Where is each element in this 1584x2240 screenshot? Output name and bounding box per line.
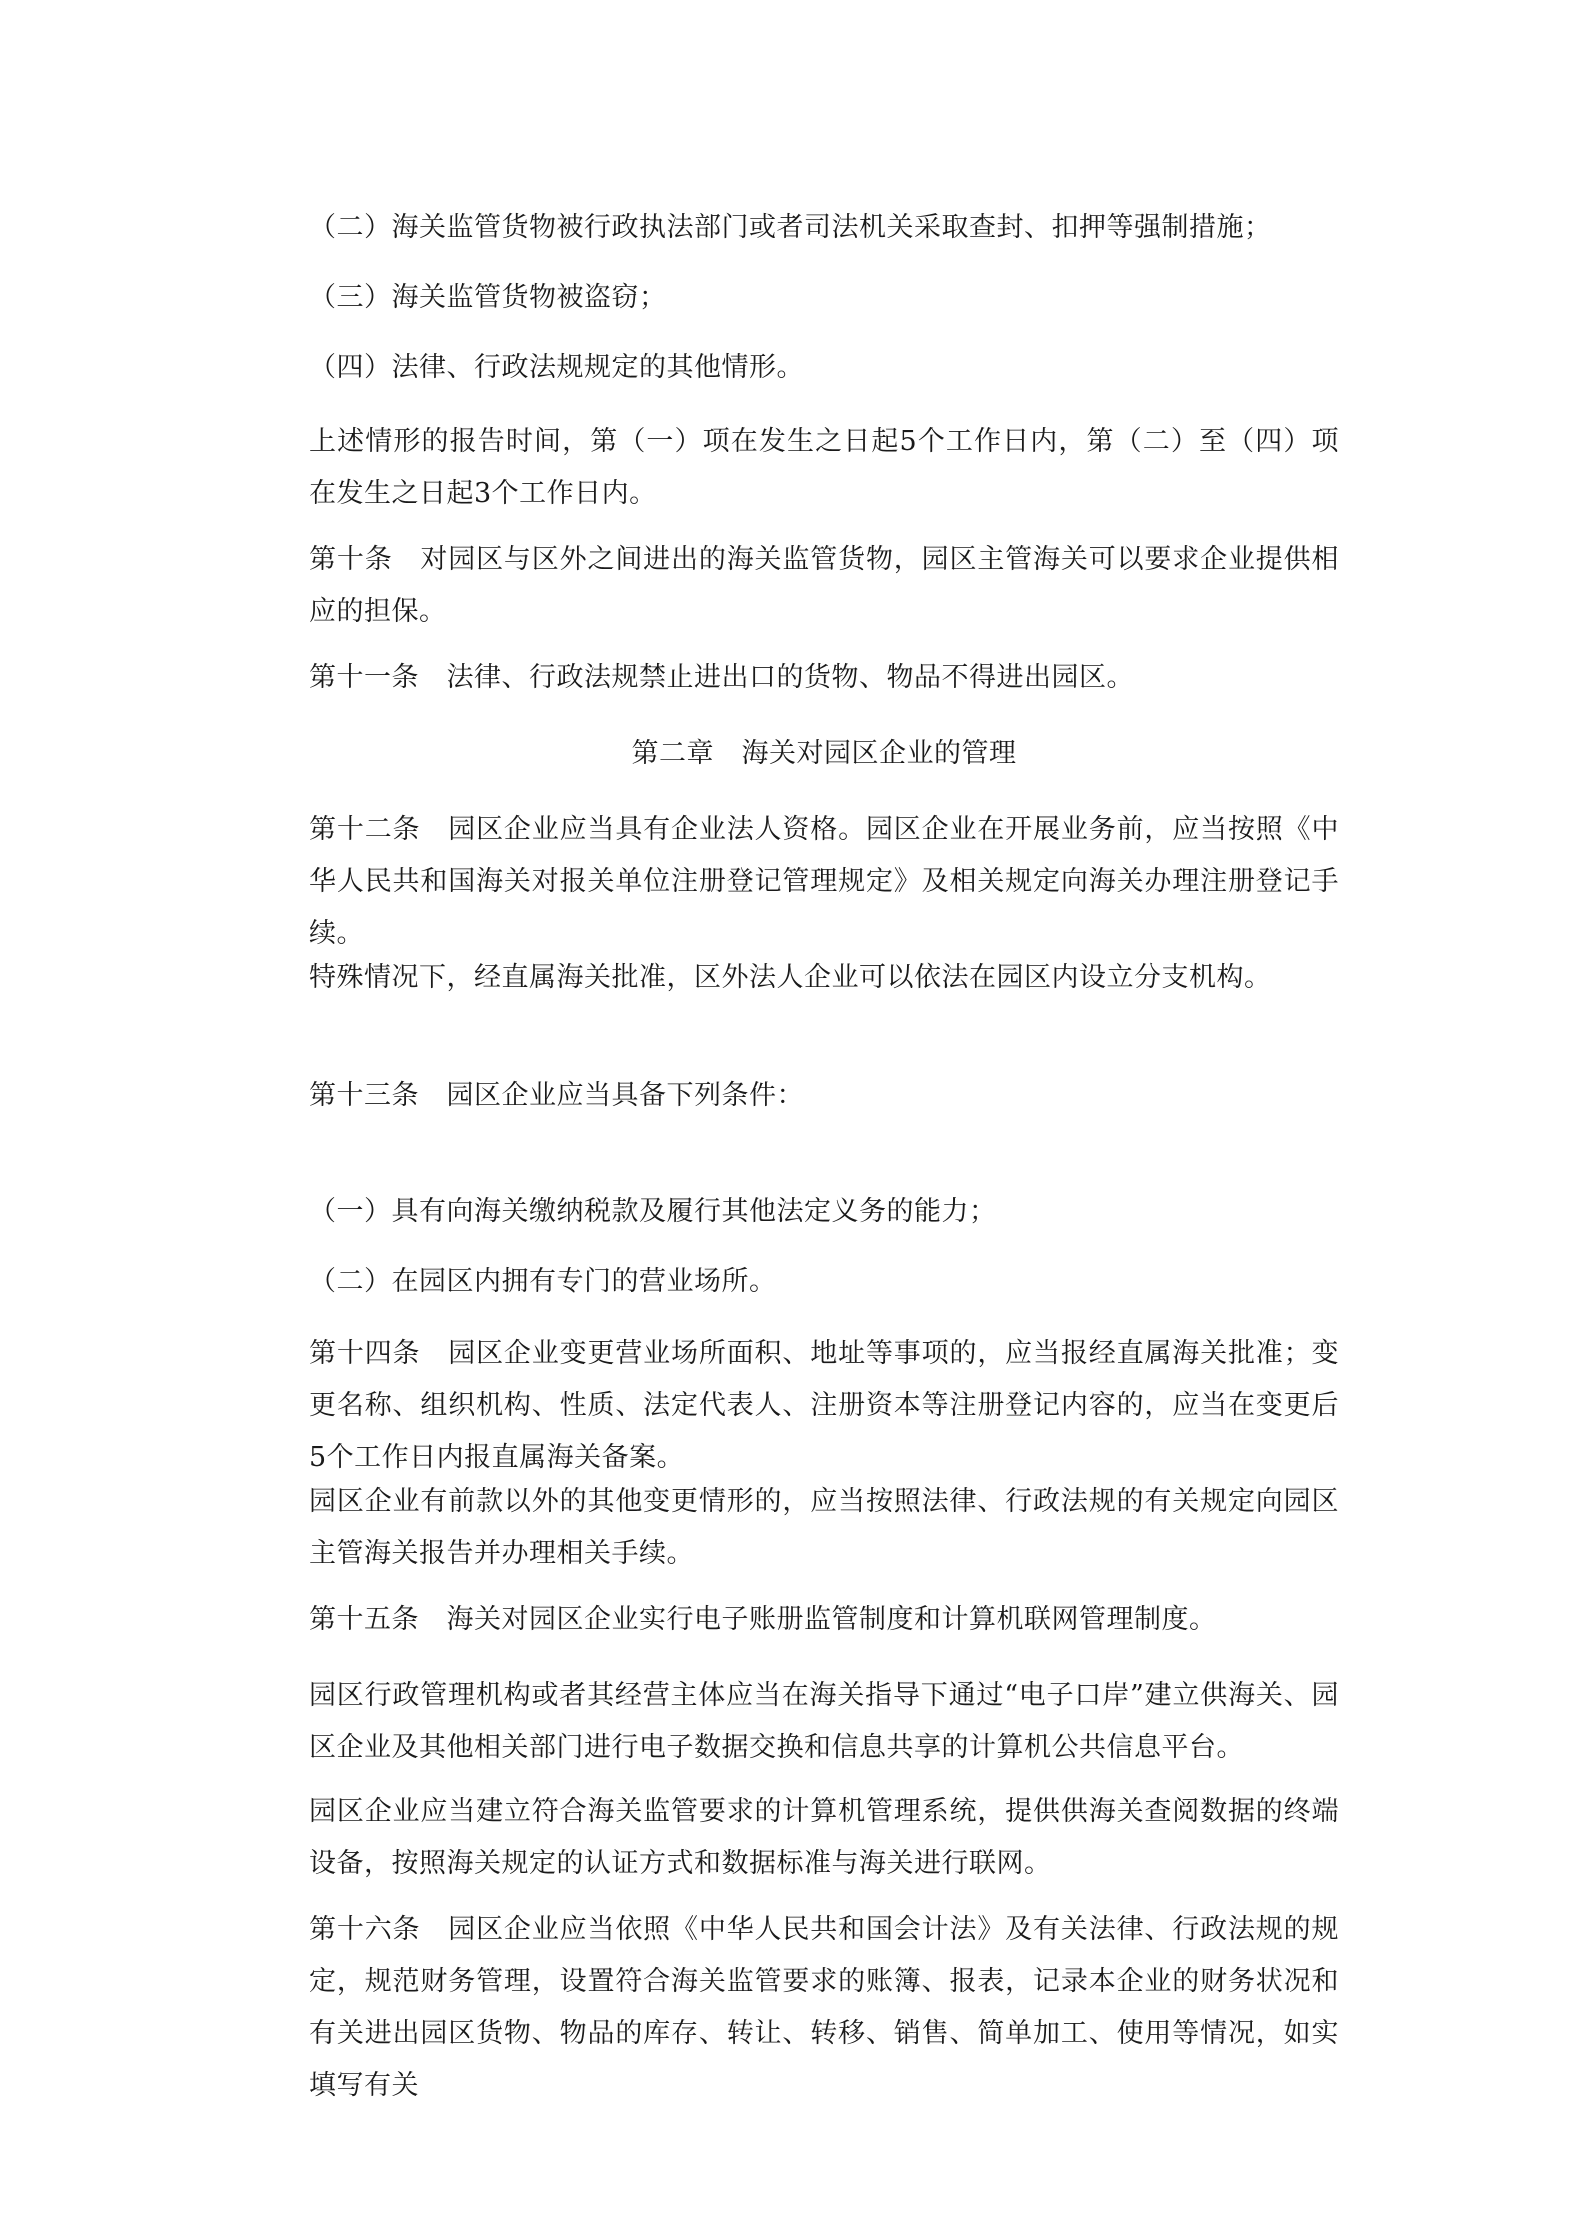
article-15: 第十五条 海关对园区企业实行电子账册监管制度和计算机联网管理制度。 — [309, 1604, 1217, 1635]
article-12: 第十二条 园区企业应当具有企业法人资格。园区企业在开展业务前，应当按照《中华人民共和国海关对报关单位注册登记管理规定》及相关规定向海关办理注册登记手续。 — [309, 814, 1339, 949]
paragraph-item-3: （三）海关监管货物被盗窃； — [309, 282, 667, 313]
article-14: 第十四条 园区企业变更营业场所面积、地址等事项的，应当报经直属海关批准；变更名称、组织机构、性质、法定代表人、注册资本等注册登记内容的，应当在变更后5个工作日内报直属海关备案。 — [309, 1338, 1339, 1473]
article-15-platform: 园区行政管理机构或者其经营主体应当在海关指导下通过“电子口岸”建立供海关、园区企业及其他相关部门进行电子数据交换和信息共享的计算机公共信息平台。 — [309, 1680, 1339, 1763]
chapter-heading: 第二章 海关对园区企业的管理 — [631, 738, 1017, 769]
paragraph-item-2: （二）海关监管货物被行政执法部门或者司法机关采取查封、扣押等强制措施； — [309, 212, 1272, 243]
article-14-other-changes: 园区企业有前款以外的其他变更情形的，应当按照法律、行政法规的有关规定向园区主管海关报告并办理相关手续。 — [309, 1486, 1339, 1569]
article-13: 第十三条 园区企业应当具备下列条件： — [309, 1080, 804, 1111]
article-15-system: 园区企业应当建立符合海关监管要求的计算机管理系统，提供供海关查阅数据的终端设备，按照海关规定的认证方式和数据标准与海关进行联网。 — [309, 1796, 1339, 1879]
article-12-special-case: 特殊情况下，经直属海关批准，区外法人企业可以依法在园区内设立分支机构。 — [309, 962, 1272, 993]
paragraph-item-4: （四）法律、行政法规规定的其他情形。 — [309, 352, 804, 383]
condition-item-1: （一）具有向海关缴纳税款及履行其他法定义务的能力； — [309, 1196, 997, 1227]
article-11: 第十一条 法律、行政法规禁止进出口的货物、物品不得进出园区。 — [309, 662, 1134, 693]
paragraph-report-time: 上述情形的报告时间，第（一）项在发生之日起5个工作日内，第（二）至（四）项在发生之日起3个工作日内。 — [309, 426, 1339, 509]
article-10: 第十条 对园区与区外之间进出的海关监管货物，园区主管海关可以要求企业提供相应的担保。 — [309, 544, 1339, 627]
article-16: 第十六条 园区企业应当依照《中华人民共和国会计法》及有关法律、行政法规的规定，规范财务管理，设置符合海关监管要求的账簿、报表，记录本企业的财务状况和有关进出园区货物、物品的库存、转让、转移、销售、简单加工、使用等情况，如实填写有关 — [309, 1914, 1339, 2101]
condition-item-2: （二）在园区内拥有专门的营业场所。 — [309, 1266, 777, 1297]
